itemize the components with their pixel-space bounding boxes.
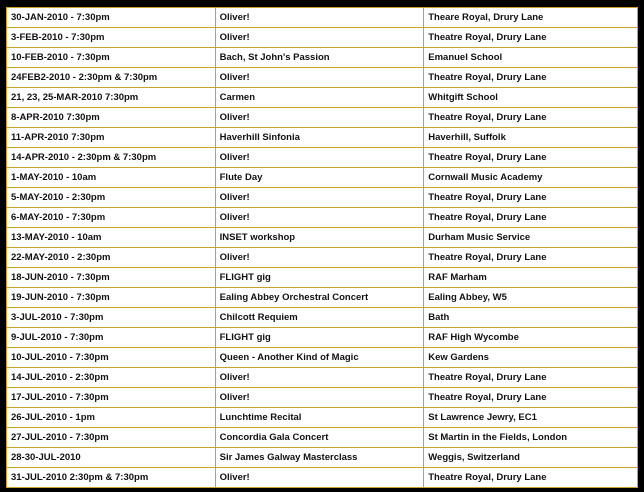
table-row <box>7 8 638 28</box>
venue-cell: RAF High Wycombe <box>424 328 638 348</box>
venue-cell: Theatre Royal, Drury Lane <box>424 368 638 388</box>
venue-cell: St Lawrence Jewry, EC1 <box>424 408 638 428</box>
table-row <box>7 88 638 108</box>
event-cell: Sir James Galway Masterclass <box>215 448 424 468</box>
table-row <box>7 28 638 48</box>
date-cell: 9-JUL-2010 - 7:30pm <box>7 328 216 348</box>
event-cell: Haverhill Sinfonia <box>215 128 424 148</box>
venue-cell: Ealing Abbey, W5 <box>424 288 638 308</box>
event-cell: Oliver! <box>215 188 424 208</box>
table-row <box>7 448 638 468</box>
event-cell: Bach, St John's Passion <box>215 48 424 68</box>
event-cell: Oliver! <box>215 248 424 268</box>
table-row <box>7 348 638 368</box>
table-row <box>7 228 638 248</box>
event-cell: Oliver! <box>215 8 424 28</box>
venue-cell: Haverhill, Suffolk <box>424 128 638 148</box>
venue-cell: Durham Music Service <box>424 228 638 248</box>
venue-cell: St Martin in the Fields, London <box>424 428 638 448</box>
date-cell: 22-MAY-2010 - 2:30pm <box>7 248 216 268</box>
date-cell: 27-JUL-2010 - 7:30pm <box>7 428 216 448</box>
event-cell: Oliver! <box>215 108 424 128</box>
date-cell: 28-30-JUL-2010 <box>7 448 216 468</box>
event-cell: Flute Day <box>215 168 424 188</box>
table-row <box>7 288 638 308</box>
event-cell: Lunchtime Recital <box>215 408 424 428</box>
table-row <box>7 48 638 68</box>
event-cell: Ealing Abbey Orchestral Concert <box>215 288 424 308</box>
date-cell: 14-APR-2010 - 2:30pm & 7:30pm <box>7 148 216 168</box>
date-cell: 24FEB2-2010 - 2:30pm & 7:30pm <box>7 68 216 88</box>
date-cell: 3-FEB-2010 - 7:30pm <box>7 28 216 48</box>
venue-cell: Theatre Royal, Drury Lane <box>424 68 638 88</box>
venue-cell: Emanuel School <box>424 48 638 68</box>
event-cell: Oliver! <box>215 28 424 48</box>
venue-cell: Whitgift School <box>424 88 638 108</box>
date-cell: 3-JUL-2010 - 7:30pm <box>7 308 216 328</box>
table-row <box>7 468 638 488</box>
venue-cell: Theatre Royal, Drury Lane <box>424 468 638 488</box>
event-cell: Chilcott Requiem <box>215 308 424 328</box>
event-cell: Queen - Another Kind of Magic <box>215 348 424 368</box>
table-row <box>7 408 638 428</box>
event-cell: Oliver! <box>215 208 424 228</box>
table-row <box>7 108 638 128</box>
venue-cell: Bath <box>424 308 638 328</box>
venue-cell: Theatre Royal, Drury Lane <box>424 28 638 48</box>
venue-cell: Theatre Royal, Drury Lane <box>424 208 638 228</box>
table-row <box>7 148 638 168</box>
event-cell: Oliver! <box>215 148 424 168</box>
event-cell: FLIGHT gig <box>215 328 424 348</box>
date-cell: 14-JUL-2010 - 2:30pm <box>7 368 216 388</box>
event-cell: INSET workshop <box>215 228 424 248</box>
schedule-table <box>6 7 638 488</box>
event-cell: Concordia Gala Concert <box>215 428 424 448</box>
date-cell: 19-JUN-2010 - 7:30pm <box>7 288 216 308</box>
venue-cell: Theatre Royal, Drury Lane <box>424 108 638 128</box>
table-row <box>7 208 638 228</box>
venue-cell: RAF Marham <box>424 268 638 288</box>
date-cell: 11-APR-2010 7:30pm <box>7 128 216 148</box>
date-cell: 21, 23, 25-MAR-2010 7:30pm <box>7 88 216 108</box>
table-row <box>7 68 638 88</box>
table-row <box>7 128 638 148</box>
date-cell: 18-JUN-2010 - 7:30pm <box>7 268 216 288</box>
table-row <box>7 248 638 268</box>
venue-cell: Kew Gardens <box>424 348 638 368</box>
event-cell: Carmen <box>215 88 424 108</box>
table-row <box>7 428 638 448</box>
event-cell: FLIGHT gig <box>215 268 424 288</box>
date-cell: 10-FEB-2010 - 7:30pm <box>7 48 216 68</box>
venue-cell: Theatre Royal, Drury Lane <box>424 188 638 208</box>
venue-cell: Cornwall Music Academy <box>424 168 638 188</box>
venue-cell: Theatre Royal, Drury Lane <box>424 148 638 168</box>
table-row <box>7 168 638 188</box>
venue-cell: Weggis, Switzerland <box>424 448 638 468</box>
table-row <box>7 268 638 288</box>
event-cell: Oliver! <box>215 388 424 408</box>
date-cell: 17-JUL-2010 - 7:30pm <box>7 388 216 408</box>
date-cell: 8-APR-2010 7:30pm <box>7 108 216 128</box>
table-row <box>7 388 638 408</box>
date-cell: 6-MAY-2010 - 7:30pm <box>7 208 216 228</box>
event-cell: Oliver! <box>215 468 424 488</box>
date-cell: 30-JAN-2010 - 7:30pm <box>7 8 216 28</box>
schedule-table-body <box>7 8 638 488</box>
venue-cell: Theare Royal, Drury Lane <box>424 8 638 28</box>
table-row <box>7 328 638 348</box>
venue-cell: Theatre Royal, Drury Lane <box>424 388 638 408</box>
date-cell: 5-MAY-2010 - 2:30pm <box>7 188 216 208</box>
event-cell: Oliver! <box>215 68 424 88</box>
date-cell: 1-MAY-2010 - 10am <box>7 168 216 188</box>
table-row <box>7 368 638 388</box>
table-row <box>7 188 638 208</box>
venue-cell: Theatre Royal, Drury Lane <box>424 248 638 268</box>
date-cell: 10-JUL-2010 - 7:30pm <box>7 348 216 368</box>
date-cell: 31-JUL-2010 2:30pm & 7:30pm <box>7 468 216 488</box>
event-cell: Oliver! <box>215 368 424 388</box>
date-cell: 26-JUL-2010 - 1pm <box>7 408 216 428</box>
date-cell: 13-MAY-2010 - 10am <box>7 228 216 248</box>
table-row <box>7 308 638 328</box>
